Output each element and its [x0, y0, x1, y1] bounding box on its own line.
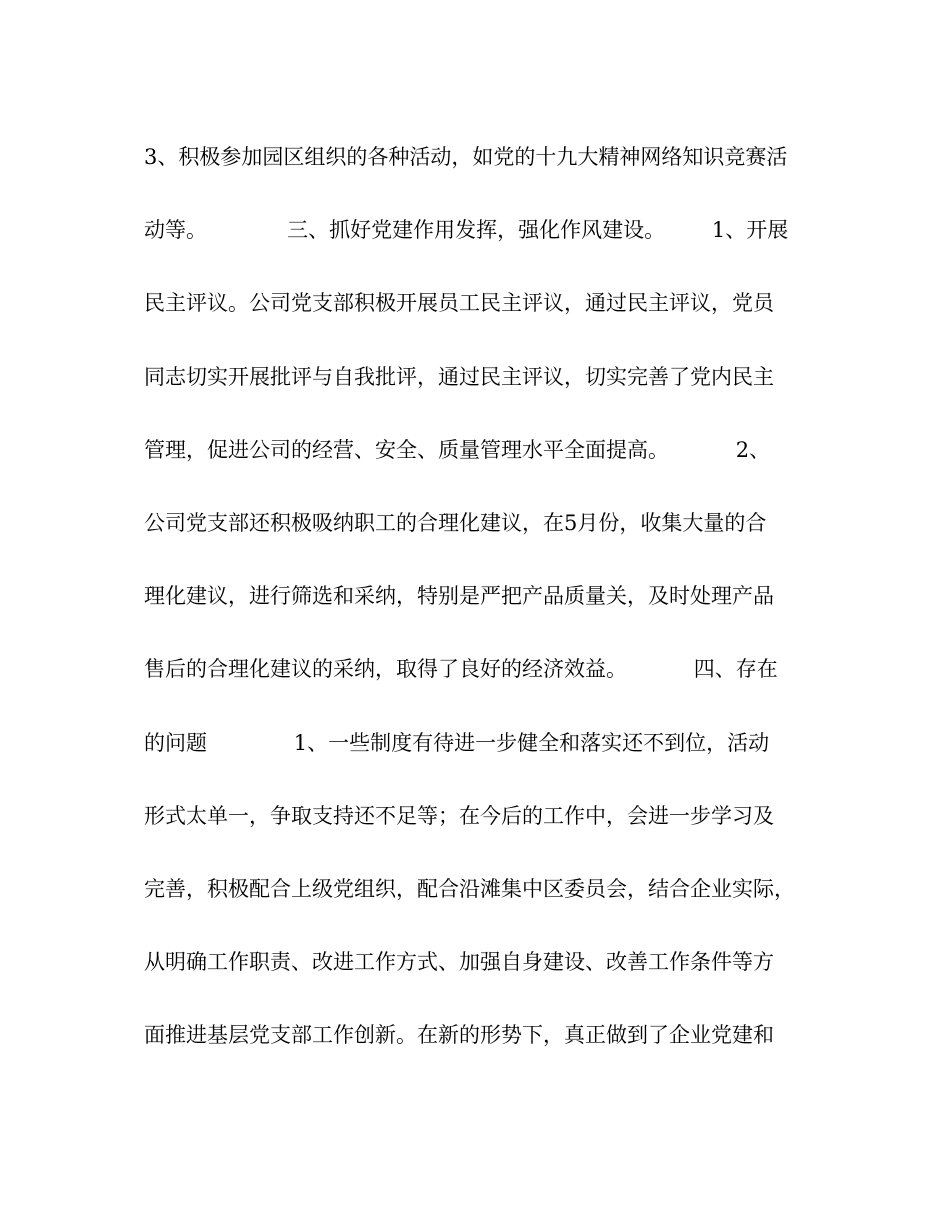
text-line-1: 3、积极参加园区组织的各种活动，如党的十九大精神网络知识竞赛活 — [144, 145, 788, 169]
text-line-3: 民主评议。公司党支部积极开展员工民主评议，通过民主评议，党员 — [144, 291, 774, 316]
text-line-4: 同志切实开展批评与自我批评，通过民主评议，切实完善了党内民主 — [144, 364, 774, 389]
text-line-9: 的问题 1、一些制度有待进一步健全和落实还不到位，活动 — [144, 730, 770, 755]
text-line-10: 形式太单一，争取支持还不足等；在今后的工作中，会进一步学习及 — [144, 803, 774, 828]
text-line-6: 公司党支部还积极吸纳职工的合理化建议，在5月份，收集大量的合 — [144, 510, 767, 535]
text-line-12: 从明确工作职责、改进工作方式、加强自身建设、改善工作条件等方 — [144, 950, 774, 975]
text-line-5: 管理，促进公司的经营、安全、质量管理水平全面提高。 2、 — [144, 437, 771, 462]
text-line-7: 理化建议，进行筛选和采纳，特别是严把产品质量关，及时处理产品 — [144, 584, 774, 609]
body-text — [144, 134, 824, 1085]
text-line-11: 完善，积极配合上级党组织，配合沿滩集中区委员会，结合企业实际， — [144, 876, 795, 901]
text-line-13: 面推进基层党支部工作创新。在新的形势下，真正做到了企业党建和 — [144, 1023, 774, 1048]
text-line-8: 售后的合理化建议的采纳，取得了良好的经济效益。 四、存在 — [144, 657, 778, 682]
text-line-2: 动等。 三、抓好党建作用发挥，强化作风建设。 1、开展 — [144, 218, 789, 243]
